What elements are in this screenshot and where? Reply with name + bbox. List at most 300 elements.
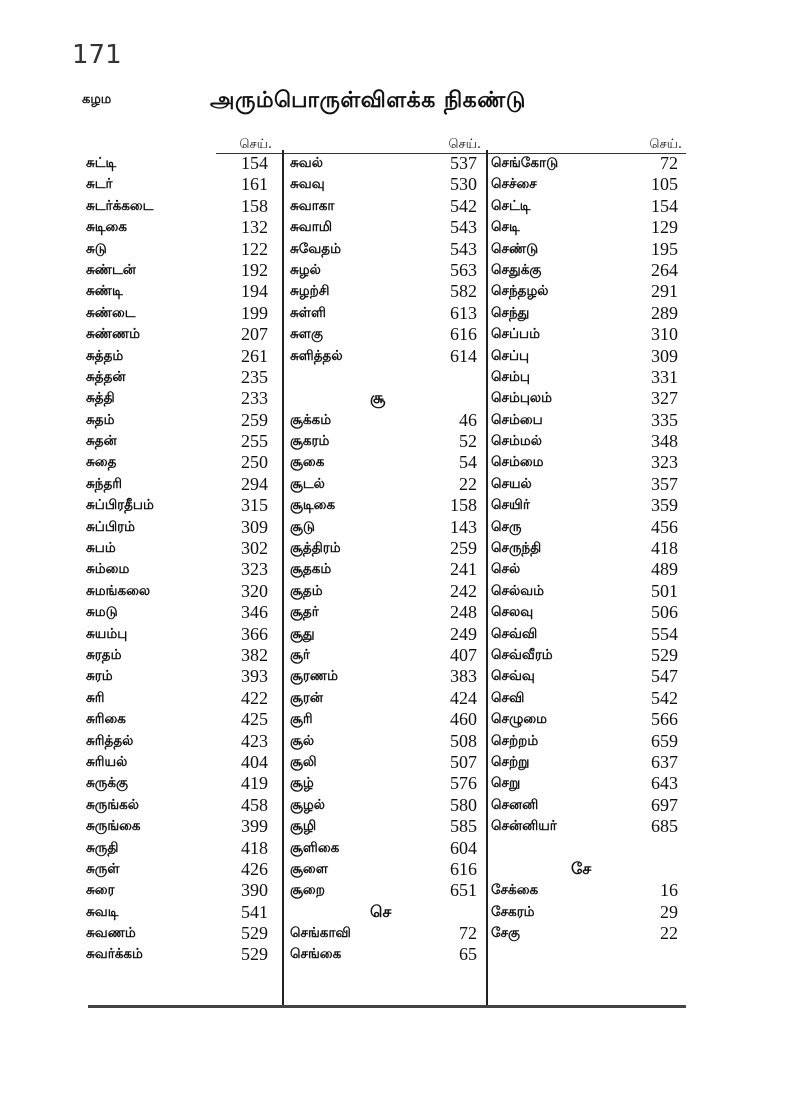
index-entry [290,752,485,773]
entry-verse-number: 508 [450,730,477,751]
entry-verse-number: 554 [651,623,678,644]
entry-verse-number: 310 [651,324,678,345]
index-entry [491,624,686,645]
entry-verse-number: 507 [450,751,477,772]
entry-word: சுப்பிரம் [86,518,136,535]
entry-word: செம்பை [491,411,543,428]
index-entry [86,346,276,367]
entry-word: சூகை [290,454,325,471]
index-entry [86,666,276,687]
index-entry [290,452,485,473]
index-entry [290,666,485,687]
entry-verse-number: 529 [651,644,678,665]
index-entry [290,709,485,730]
entry-word: சுண்டை [86,304,136,321]
entry-word: சுழல் [290,261,321,278]
entry-verse-number: 16 [660,880,678,901]
entry-word: செங்கை [290,946,342,963]
entry-word: சுண்டன் [86,261,136,278]
entry-word: செயிர் [491,497,530,514]
entry-word: சுண்டி [86,283,123,300]
entry-verse-number: 566 [651,709,678,730]
entry-verse-number: 105 [651,174,678,195]
index-entry [86,944,276,965]
entry-verse-number: 143 [450,516,477,537]
entry-verse-number: 424 [450,687,477,708]
index-column-2 [290,137,485,966]
entry-word: சுரி [86,689,105,706]
entry-verse-number: 302 [241,538,268,559]
entry-word: சூகரம் [290,433,330,450]
entry-word: சுரதம் [86,646,122,663]
entry-word: செண்டு [491,240,539,257]
column-header-label: செய். [649,137,682,152]
entry-verse-number: 158 [450,495,477,516]
entry-word: சூழ் [290,775,314,792]
entry-word: சூக்கம் [290,411,332,428]
index-entry [86,367,276,388]
index-entry [86,838,276,859]
index-entry [290,838,485,859]
entry-verse-number: 241 [450,559,477,580]
index-entry [491,303,686,324]
entry-word: சூடிகை [290,497,336,514]
entry-verse-number: 233 [241,388,268,409]
entry-word: சூதகம் [290,561,332,578]
index-entry [290,196,485,217]
index-entry [86,902,276,923]
entry-verse-number: 530 [450,174,477,195]
index-entry [491,388,686,409]
index-entry [491,559,686,580]
entry-word: செங்கோடு [491,155,559,171]
entry-word: சுடு [86,240,107,257]
entry-word: செப்பம் [491,326,540,343]
index-entry [290,517,485,538]
entry-word: சுந்தரி [86,475,122,492]
entry-verse-number: 154 [651,195,678,216]
entry-word: சூரணம் [290,668,338,685]
entry-verse-number: 419 [241,773,268,794]
index-entry [290,174,485,195]
entry-word: சென்னியர் [491,818,557,835]
entry-verse-number: 327 [651,388,678,409]
index-entry [86,303,276,324]
entry-word: சுதை [86,454,117,471]
entry-word: செற்றம் [491,732,539,749]
entry-verse-number: 72 [660,153,678,173]
entry-word: செப்பு [491,347,530,364]
entry-word: சுத்தன் [86,368,126,385]
entry-verse-number: 192 [241,259,268,280]
index-entry [290,859,485,880]
entry-verse-number: 529 [241,923,268,944]
entry-word: சுரித்தல் [86,732,134,749]
entry-word: சுத்தி [86,390,115,407]
entry-verse-number: 309 [241,516,268,537]
entry-word: செந்தழல் [491,283,549,300]
index-entry [86,709,276,730]
entry-word: சூழல் [290,796,325,813]
page-number: 171 [72,40,122,70]
entry-word: செனனி [491,796,539,813]
entry-verse-number: 250 [241,452,268,473]
entry-verse-number: 294 [241,473,268,494]
entry-verse-number: 651 [450,880,477,901]
index-entry [491,816,686,837]
entry-word: சூது [290,625,315,642]
column-header [86,137,276,153]
index-entry [86,388,276,409]
entry-verse-number: 643 [651,773,678,794]
entry-word: சூதம் [290,582,323,599]
entry-verse-number: 407 [450,644,477,665]
index-entry [290,795,485,816]
index-entry [491,538,686,559]
index-entry [86,773,276,794]
entry-verse-number: 616 [450,858,477,879]
index-entry [290,688,485,709]
entry-word: சூளை [290,860,328,877]
index-entry [86,431,276,452]
entry-verse-number: 489 [651,559,678,580]
index-entry [491,923,686,944]
index-entry [86,174,276,195]
entry-word: சுருள் [86,860,120,877]
entry-word: சூடு [290,518,315,535]
entry-verse-number: 46 [459,409,477,430]
entry-verse-number: 576 [450,773,477,794]
index-entry [491,752,686,773]
entry-verse-number: 458 [241,794,268,815]
index-entry [290,367,485,388]
entry-verse-number: 382 [241,644,268,665]
index-entry [86,239,276,260]
entry-word: செட்டி [491,197,531,214]
entry-verse-number: 404 [241,751,268,772]
index-entry [86,281,276,302]
entry-verse-number: 348 [651,431,678,452]
entry-word: சும்மை [86,561,130,578]
entry-verse-number: 261 [241,345,268,366]
entry-verse-number: 456 [651,516,678,537]
entry-word: சுவணம் [86,925,136,942]
index-entry [86,880,276,901]
index-entry [86,731,276,752]
entry-verse-number: 393 [241,666,268,687]
column-divider [486,150,488,1006]
entry-word: செருந்தி [491,540,542,557]
entry-word: சுவவு [290,176,325,193]
index-entry [491,517,686,538]
index-entry [86,581,276,602]
index-column-1 [86,137,276,966]
entry-word: சுதம் [86,411,115,428]
entry-word: சேக்கை [491,882,539,899]
column-header-label: செய். [448,137,481,152]
index-entry [491,346,686,367]
index-entry [491,153,686,174]
entry-verse-number: 542 [450,195,477,216]
entry-word: சுரை [86,882,115,899]
entry-word: செல்வம் [491,582,544,599]
index-entry [290,581,485,602]
index-entry [290,324,485,345]
section-heading [491,859,686,880]
index-entry [491,410,686,431]
entry-verse-number: 259 [241,409,268,430]
entry-word: சுவேதம் [290,240,341,257]
index-entry [290,431,485,452]
section-code: கழம [82,92,112,107]
entry-verse-number: 248 [450,602,477,623]
entry-word: செயல் [491,475,532,492]
entry-verse-number: 418 [241,837,268,858]
entry-word: சூறை [290,882,325,899]
entry-word: சுண்ணம் [86,326,141,343]
section-heading [290,902,485,923]
entry-word: சுள்ளி [290,304,326,321]
column-header-label: செய். [239,137,272,152]
index-entry [86,559,276,580]
entry-word: செம்பு [491,368,530,385]
entry-verse-number: 390 [241,880,268,901]
index-entry [491,452,686,473]
index-entry [290,602,485,623]
entry-word: செழுமை [491,711,548,728]
entry-verse-number: 346 [241,602,268,623]
entry-word: செவ்வீரம் [491,646,553,663]
entry-word: சுவாகா [290,197,335,214]
entry-verse-number: 563 [450,259,477,280]
entry-word: சூழி [290,818,317,835]
section-letter: சே [571,858,592,878]
entry-word: சுவர்க்கம் [86,946,143,963]
entry-verse-number: 399 [241,816,268,837]
index-entry [86,324,276,345]
entry-word: சுருங்கை [86,818,141,835]
entry-verse-number: 52 [459,431,477,452]
entry-word: செல் [491,561,521,578]
section-letter: சூ [370,388,386,408]
index-entry [290,495,485,516]
index-entry [491,645,686,666]
entry-verse-number: 323 [241,559,268,580]
entry-word: சுபம் [86,540,116,557]
entry-verse-number: 366 [241,623,268,644]
entry-verse-number: 132 [241,217,268,238]
column-header [491,137,686,153]
entry-verse-number: 323 [651,452,678,473]
entry-word: சுடர்க்கடை [86,197,154,214]
index-entry [491,217,686,238]
entry-verse-number: 158 [241,195,268,216]
entry-verse-number: 122 [241,238,268,259]
index-entry [290,559,485,580]
entry-verse-number: 614 [450,345,477,366]
entry-word: செடி [491,219,520,236]
entry-verse-number: 207 [241,324,268,345]
index-entry [491,324,686,345]
index-entry [290,624,485,645]
entry-word: சூலி [290,753,317,770]
index-entry [290,773,485,794]
index-entry [491,688,686,709]
entry-verse-number: 129 [651,217,678,238]
entry-verse-number: 259 [450,538,477,559]
index-entry [86,260,276,281]
entry-verse-number: 580 [450,794,477,815]
index-entry [290,816,485,837]
entry-word: சூர் [290,646,310,663]
index-entry [491,731,686,752]
entry-verse-number: 418 [651,538,678,559]
entry-verse-number: 637 [651,751,678,772]
entry-word: சுவடி [86,903,119,920]
index-entry [86,645,276,666]
entry-verse-number: 383 [450,666,477,687]
entry-verse-number: 582 [450,281,477,302]
entry-word: சுரிகை [86,711,126,728]
index-entry [491,902,686,923]
footer-rule [88,1005,686,1008]
entry-verse-number: 422 [241,687,268,708]
entry-verse-number: 357 [651,473,678,494]
entry-word: செதுக்கு [491,261,542,278]
entry-verse-number: 309 [651,345,678,366]
index-entry [491,709,686,730]
index-entry [290,923,485,944]
entry-verse-number: 359 [651,495,678,516]
index-entry [86,923,276,944]
entry-verse-number: 320 [241,580,268,601]
entry-verse-number: 460 [450,709,477,730]
entry-verse-number: 22 [459,473,477,494]
entry-word: செங்காவி [290,925,351,942]
entry-verse-number: 426 [241,858,268,879]
index-entry [290,880,485,901]
entry-word: சேகரம் [491,903,535,920]
entry-verse-number: 423 [241,730,268,751]
entry-verse-number: 506 [651,602,678,623]
entry-word: சுட்டி [86,155,117,171]
entry-word: சுரியல் [86,753,128,770]
entry-verse-number: 195 [651,238,678,259]
index-entry [491,666,686,687]
index-entry [491,281,686,302]
index-entry [290,153,485,174]
entry-word: செம்மை [491,454,544,471]
entry-verse-number: 194 [241,281,268,302]
index-entry [86,153,276,174]
entry-verse-number: 54 [459,452,477,473]
section-letter: செ [370,901,392,921]
index-entry [86,624,276,645]
entry-word: சூளிகை [290,839,340,856]
index-entry [86,410,276,431]
entry-word: செச்சை [491,176,537,193]
entry-verse-number: 529 [241,944,268,965]
entry-word: சுயம்பு [86,625,128,642]
entry-verse-number: 154 [241,153,268,173]
index-entry [290,239,485,260]
entry-verse-number: 537 [450,153,477,173]
column-divider [282,150,284,1006]
index-entry [86,816,276,837]
entry-word: சூரன் [290,689,323,706]
entry-verse-number: 65 [459,944,477,965]
entry-verse-number: 29 [660,901,678,922]
entry-word: சுரம் [86,668,113,685]
entry-word: செந்து [491,304,530,321]
index-entry [86,752,276,773]
entry-word: சுடிகை [86,219,127,236]
index-column-3 [491,137,686,944]
entry-verse-number: 697 [651,794,678,815]
entry-verse-number: 542 [651,687,678,708]
entry-verse-number: 659 [651,730,678,751]
index-entry [491,260,686,281]
index-entry [491,474,686,495]
entry-word: சுவல் [290,155,323,171]
index-entry [86,495,276,516]
entry-word: சுவாமி [290,219,333,236]
entry-verse-number: 72 [459,923,477,944]
index-entry [491,838,686,859]
index-entry [290,944,485,965]
entry-word: சூதர் [290,604,319,621]
entry-verse-number: 264 [651,259,678,280]
index-entry [86,538,276,559]
entry-word: சுதன் [86,433,117,450]
entry-verse-number: 604 [450,837,477,858]
entry-verse-number: 541 [241,901,268,922]
entry-word: செறு [491,775,521,792]
entry-word: சேகு [491,925,520,942]
index-entry [86,217,276,238]
index-entry [491,239,686,260]
entry-verse-number: 547 [651,666,678,687]
entry-word: சூரி [290,711,313,728]
entry-verse-number: 685 [651,816,678,837]
index-entry [290,281,485,302]
entry-word: சூல் [290,732,315,749]
book-title: அரும்பொருள்விளக்க நிகண்டு [210,88,526,113]
entry-verse-number: 161 [241,174,268,195]
index-entry [86,517,276,538]
index-entry [491,367,686,388]
index-entry [491,602,686,623]
entry-word: செவ்வி [491,625,538,642]
index-entry [290,346,485,367]
index-entry [86,196,276,217]
entry-verse-number: 291 [651,281,678,302]
entry-word: சூத்திரம் [290,540,341,557]
entry-verse-number: 543 [450,238,477,259]
entry-word: செவ்வு [491,668,535,685]
entry-verse-number: 501 [651,580,678,601]
index-entry [290,303,485,324]
index-entry [491,880,686,901]
index-entry [86,795,276,816]
entry-verse-number: 616 [450,324,477,345]
index-entry [86,474,276,495]
index-entry [290,410,485,431]
entry-verse-number: 585 [450,816,477,837]
entry-verse-number: 543 [450,217,477,238]
entry-word: செற்று [491,753,530,770]
index-entry [491,174,686,195]
